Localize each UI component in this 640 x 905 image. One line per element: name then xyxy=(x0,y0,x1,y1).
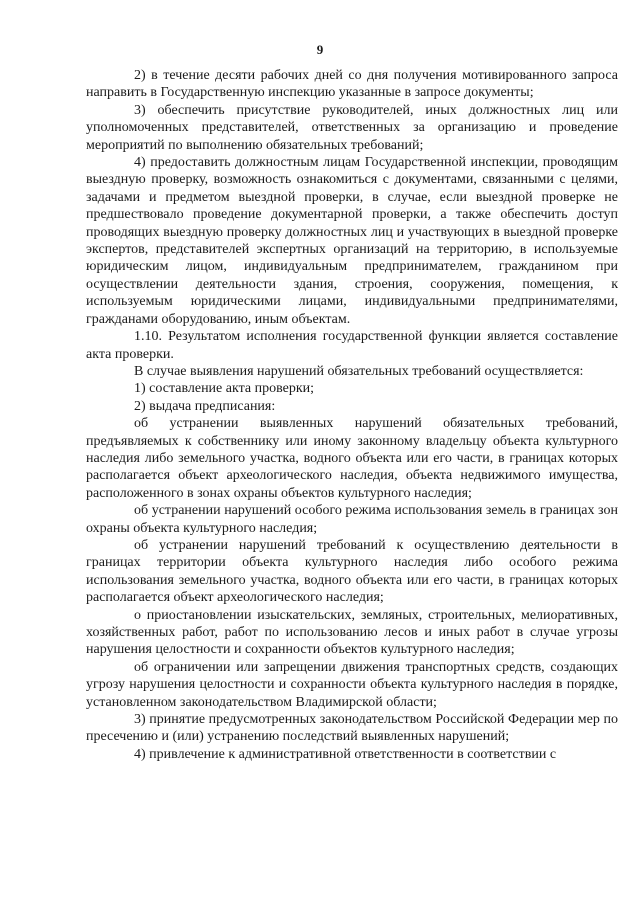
paragraph-list-item-4: 4) привлечение к административной ответственности в соответствии с xyxy=(134,746,557,762)
paragraph-violations-intro: В случае выявления нарушений обязательных требований осуществляется: xyxy=(134,363,584,379)
paragraph-order-item: об устранении выявленных нарушений обязательных требований, предъявляемых к собственнику или иному законному владельцу объекта культурного наследия либо земельного участка, водного объекта или его части, в границах которых располагается объект археологического наследия, объекта недвижимого имущества, расположенного в зонах охраны объектов культурного наследия; xyxy=(86,416,618,501)
paragraph-item-3: 3) обеспечить присутствие руководителей, иных должностных лиц или уполномоченных представителей, ответственных за организацию и проведение мероприятий по выполнению обязательных требований; xyxy=(86,102,618,153)
paragraph-list-item-1: 1) составление акта проверки; xyxy=(134,381,315,397)
paragraph-clause-1-10: 1.10. Результатом исполнения государственной функции является составление акта проверки. xyxy=(86,329,618,362)
document-body xyxy=(86,67,618,763)
paragraph-order-item: о приостановлении изыскательских, земляных, строительных, мелиоративных, хозяйственных работ, работ по использованию лесов и иных работ в случае угрозы нарушения целостности и сохранности объектов культурного наследия; xyxy=(86,607,618,658)
paragraph-item-2: 2) в течение десяти рабочих дней со дня получения мотивированного запроса направить в Государственную инспекцию указанные в запросе документы; xyxy=(86,68,618,101)
page-number: 9 xyxy=(316,42,324,57)
paragraph-order-item: об устранении нарушений особого режима использования земель в границах зон охраны объекта культурного наследия; xyxy=(86,503,618,536)
paragraph-item-4: 4) предоставить должностным лицам Государственной инспекции, проводящим выездную проверку, возможность ознакомиться с документами, связанными с целями, задачами и предметом выездной проверки, в случае, если выездной проверке не предшествовало проведение документарной проверки, а также обеспечить доступ проводящих выездную проверку должностных лиц и участвующих в выездной проверке экспертов, представителей экспертных организаций на территорию, в используемые юридическим лицом, индивидуальным предпринимателем, гражданином при осуществлении деятельности здания, строения, сооружения, помещения, к используемым юридическими лицами, индивидуальными предпринимателями, гражданами оборудованию, иным объектам. xyxy=(86,155,618,327)
paragraph-list-item-2: 2) выдача предписания: xyxy=(134,398,276,414)
paragraph-order-item: об ограничении или запрещении движения транспортных средств, создающих угрозу нарушения целостности и сохранности объекта культурного наследия в порядке, установленном законодательством Владимирской области; xyxy=(86,659,618,710)
paragraph-list-item-3: 3) принятие предусмотренных законодательством Российской Федерации мер по пресечению и (или) устранению последствий выявленных нарушений; xyxy=(86,712,618,745)
paragraph-order-item: об устранении нарушений требований к осуществлению деятельности в границах территории объекта культурного наследия либо особого режима использования земельного участка, водного объекта или его части, в границах которых располагается объект археологического наследия; xyxy=(86,537,618,606)
